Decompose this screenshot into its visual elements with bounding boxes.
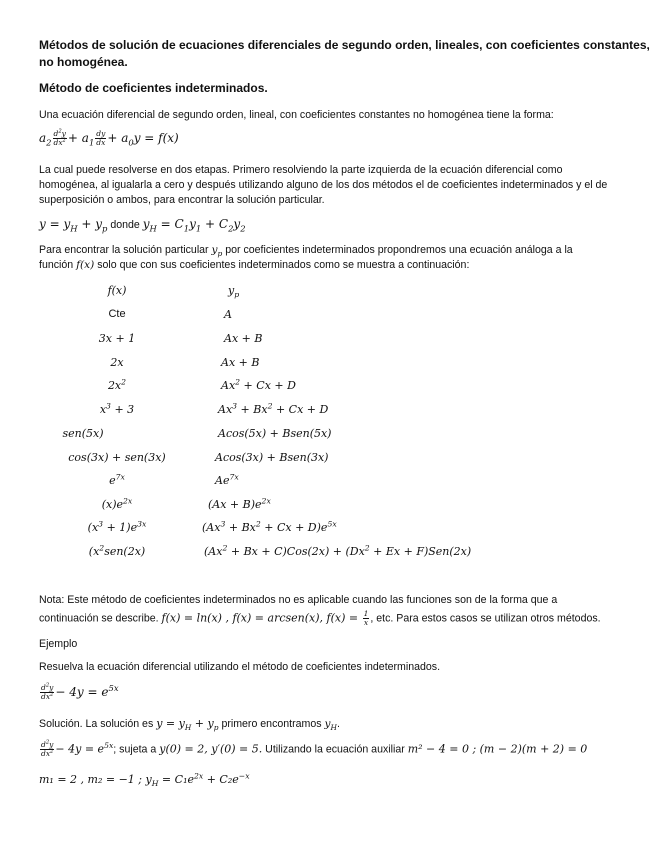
table-row-4-right: $Ax^2 + Cx + D$ <box>221 377 296 392</box>
table-row-5-right: $Ax^3 + Bx^2 + Cx + D$ <box>218 401 329 416</box>
example-equation: $\frac{d^2y}{dx^2}$ − $4y = e^{5x}$ <box>41 682 119 701</box>
table-row-8-left: $e^{7x}$ <box>109 472 125 487</box>
initial-value-equation: $\frac{d^2y}{dx^2}$ − $4y = e^{5x}$; sujeta a y(0) = 2, y′(0) = 5. Utilizando la ecuación auxiliar m² − 4 = 0 ; (m − 2)(m + 2) = 0 <box>41 739 588 758</box>
section-heading: Método de coeficientes indeterminados. <box>39 81 268 95</box>
example-statement: Resuelva la ecuación diferencial utilizando el método de coeficientes indeterminados. <box>39 661 441 673</box>
solution-form-equation: $y = y_H + y_p$ donde $y_H = C_1y_1 + C_2y_2$ <box>39 217 246 234</box>
table-header-right: $y_p$ <box>228 284 240 300</box>
example-heading: Ejemplo <box>39 638 78 650</box>
paragraph-1-line-2: homogénea, al igualarla a cero y después utilizando alguno de los dos métodos el de coeficientes indeterminados y el de <box>39 179 608 191</box>
table-row-11-right: $(Ax^2 + Bx + C)Cos(2x) + (Dx^2 + Ex + F)Sen(2x)$ <box>204 543 472 558</box>
table-row-1-left: Cte <box>108 308 126 320</box>
table-row-11-left: ($x^2sen(2x)$ <box>88 543 146 558</box>
paragraph-1-line-1: La cual puede resolverse en dos etapas. Primero resolviendo la parte izquierda de la ecuación diferencial como <box>39 164 563 176</box>
note-line-2: continuación se describe. f(x) = ln(x) , f(x) = arcsen(x), f(x) = $\frac{1}{x}$ , etc. Para estos casos se utilizan otros métodos. <box>39 609 601 627</box>
first-derivative-fraction: $\frac{dy}{dx}$ <box>96 129 106 147</box>
table-header-left: f(x) <box>107 284 127 297</box>
table-row-2-right: Ax + B <box>224 332 263 345</box>
paragraph-2-line-2: función f(x) solo que con sus coeficientes indeterminados como se muestra a continuación: <box>39 259 470 271</box>
table-row-7-right: Acos(3x) + Bsen(3x) <box>215 451 329 464</box>
roots-equation: m₁ = 2 , m₂ = −1 ; $y_H = C_1e^{2x} + C_2e^{-x}$ <box>39 771 250 789</box>
table-row-10-right: $(Ax^3 + Bx^2 + Cx + D)e^{5x}$ <box>202 519 337 534</box>
table-row-10-left: $(x^3 + 1)e^{3x}$ <box>87 519 147 534</box>
intro-text: Una ecuación diferencial de segundo orden, lineal, con coeficientes constantes no homogénea tiene la forma: <box>39 109 554 121</box>
table-row-6-left: sen(5x) <box>62 427 104 440</box>
paragraph-2-line-1: Para encontrar la solución particular $y_p$ por coeficientes indeterminados propondremos una ecuación análoga a la <box>39 244 573 259</box>
title-line-2: no homogénea. <box>39 55 128 69</box>
table-row-9-right: $(Ax + B)e^{2x}$ <box>208 496 271 511</box>
note-line-1: Nota: Este método de coeficientes indeterminados no es aplicable cuando las funciones son de la forma que a <box>39 594 558 606</box>
table-row-5-left: $x^3 + 3$ <box>99 401 135 416</box>
general-equation: $a_2$ $\frac{d^2y}{dx^2}$ + $a_1$ $\frac{dy}{dx}$ + $a_0y = f(x)$ <box>39 128 179 148</box>
table-row-7-left: cos(3x) + sen(3x) <box>68 451 166 464</box>
paragraph-1-line-3: superposición o ambos, para encontrar la solución particular. <box>39 194 325 206</box>
title-line-1: Métodos de solución de ecuaciones diferenciales de segundo orden, lineales, con coeficientes constantes, <box>39 38 650 52</box>
table-row-2-left: 3x + 1 <box>98 332 136 345</box>
table-row-9-left: $(x)e^{2x}$ <box>101 496 133 511</box>
table-row-8-right: $Ae^{7x}$ <box>215 472 239 487</box>
table-row-4-left: $2x^2$ <box>107 377 127 392</box>
second-derivative-fraction: $\frac{d^2y}{dx^2}$ <box>53 128 66 147</box>
solution-line: Solución. La solución es $y = y_H + y_p$ primero encontramos $y_H$. <box>39 717 340 733</box>
table-row-3-right: Ax + B <box>221 356 260 369</box>
table-row-3-left: 2x <box>110 356 124 369</box>
table-row-6-right: Acos(5x) + Bsen(5x) <box>218 427 332 440</box>
table-row-1-right: A <box>224 308 232 321</box>
